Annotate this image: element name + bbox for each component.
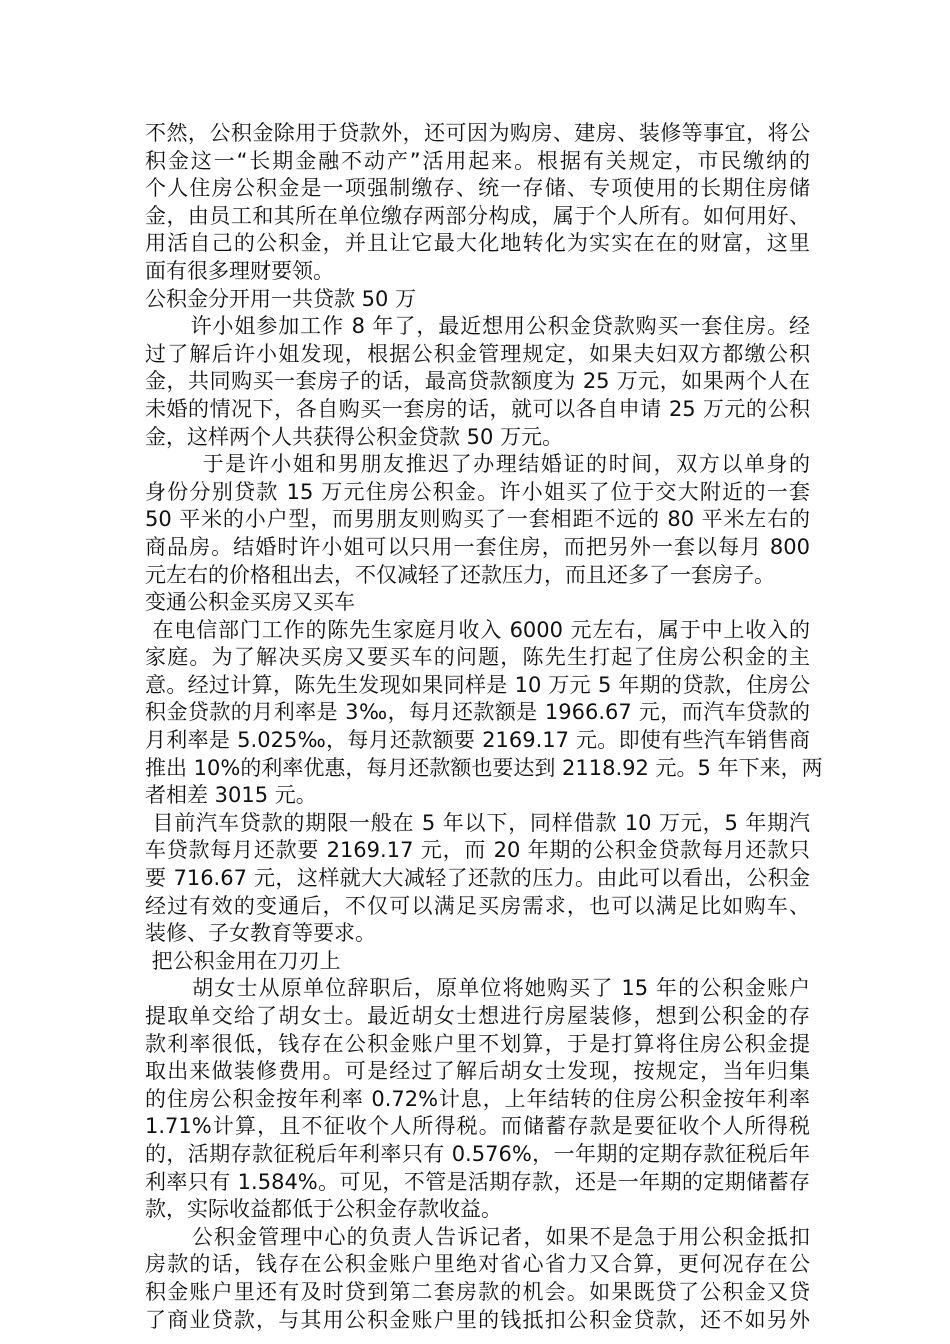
section-heading: 公积金分开用一共贷款 50 万 [145,286,417,311]
paragraph-line: 未婚的情况下，各自购买一套房的话，就可以各自申请 25 万元的公积 [145,396,810,421]
paragraph-line: 的，活期存款征税后年利率只有 0.576%，一年期的定期存款征税后年 [145,1141,810,1166]
paragraph-line: 商品房。结婚时许小姐可以只用一套住房，而把另外一套以每月 800 [145,534,810,559]
paragraph-line: 1.71%计算，且不征收个人所得税。而储蓄存款是要征收个人所得税 [145,1114,810,1139]
paragraph-line: 元左右的价格租出去，不仅减轻了还款压力，而且还多了一套房子。 [145,562,775,587]
paragraph-line: 过了解后许小姐发现，根据公积金管理规定，如果夫妇双方都缴公积 [145,341,810,366]
paragraph-line: 金，由员工和其所在单位缴存两部分构成，属于个人所有。如何用好、 [145,203,810,228]
paragraph-line: 积金账户里还有及时贷到第二套房款的机会。如果既贷了公积金又贷 [145,1279,810,1304]
paragraph-line: 积金贷款的月利率是 3‰，每月还款额是 1966.67 元，而汽车贷款的 [145,700,810,725]
paragraph-line: 款利率很低，钱存在公积金账户里不划算，于是打算将住房公积金提 [145,1031,810,1056]
paragraph-line: 经过有效的变通后，不仅可以满足买房需求，也可以满足比如购车、 [145,893,810,918]
paragraph-line: 的住房公积金按年利率 0.72%计息，上年结转的住房公积金按年利率 [145,1086,810,1111]
paragraph-line: 款，实际收益都低于公积金存款收益。 [145,1197,502,1222]
paragraph-line: 积金这一“长期金融不动产”活用起来。根据有关规定，市民缴纳的 [145,148,810,173]
paragraph-line: 者相差 3015 元。 [145,783,317,808]
paragraph-line: 胡女士从原单位辞职后，原单位将她购买了 15 年的公积金账户 [145,976,810,1001]
paragraph-line: 金，这样两个人共获得公积金贷款 50 万元。 [145,424,564,449]
section-heading: 变通公积金买房又买车 [145,590,355,615]
paragraph-line: 推出 10%的利率优惠，每月还款额也要达到 2118.92 元。5 年下来，两 [145,755,823,780]
paragraph-line: 个人住房公积金是一项强制缴存、统一存储、专项使用的长期住房储 [145,176,810,201]
paragraph-line: 公积金管理中心的负责人告诉记者，如果不是急于用公积金抵扣 [145,1224,810,1249]
paragraph-line: 利率只有 1.584%。可见，不管是活期存款，还是一年期的定期储蓄存 [145,1169,810,1194]
paragraph-line: 用活自己的公积金，并且让它最大化地转化为实实在在的财富，这里 [145,231,810,256]
paragraph-line: 车贷款每月还款要 2169.17 元，而 20 年期的公积金贷款每月还款只 [145,838,810,863]
document-body [145,120,823,1334]
paragraph-line: 意。经过计算，陈先生发现如果同样是 10 万元 5 年期的贷款，住房公 [145,672,810,697]
paragraph-line: 月利率是 5.025‰，每月还款额要 2169.17 元。即使有些汽车销售商 [145,728,810,753]
paragraph-line: 不然，公积金除用于贷款外，还可因为购房、建房、装修等事宜，将公 [145,121,810,145]
section-heading: 把公积金用在刀刃上 [145,948,341,973]
paragraph-line: 房款的话，钱存在公积金账户里绝对省心省力又合算，更何况存在公 [145,1252,810,1277]
paragraph-line: 身份分别贷款 15 万元住房公积金。许小姐买了位于交大附近的一套 [145,479,810,504]
paragraph-line: 许小姐参加工作 8 年了，最近想用公积金贷款购买一套住房。经 [145,314,810,339]
paragraph-line: 取出来做装修费用。可是经过了解后胡女士发现，按规定，当年归集 [145,1059,810,1084]
paragraph-line: 要 716.67 元，这样就大大减轻了还款的压力。由此可以看出，公积金 [145,866,810,891]
paragraph-line: 装修、子女教育等要求。 [145,921,376,946]
paragraph-line: 50 平米的小户型，而男朋友则购买了一套相距不远的 80 平米左右的 [145,507,810,532]
paragraph-line: 在电信部门工作的陈先生家庭月收入 6000 元左右，属于中上收入的 [145,617,810,642]
paragraph-line: 了商业贷款，与其用公积金账户里的钱抵扣公积金贷款，还不如另外 [145,1307,810,1332]
paragraph-line: 于是许小姐和男朋友推迟了办理结婚证的时间，双方以单身的 [145,452,810,477]
paragraph-line: 目前汽车贷款的期限一般在 5 年以下，同样借款 10 万元，5 年期汽 [145,810,810,835]
paragraph-line: 金，共同购买一套房子的话，最高贷款额度为 25 万元，如果两个人在 [145,369,810,394]
paragraph-line: 家庭。为了解决买房又要买车的问题，陈先生打起了住房公积金的主 [145,645,810,670]
paragraph-line: 面有很多理财要领。 [145,258,334,283]
paragraph-line: 提取单交给了胡女士。最近胡女士想进行房屋装修，想到公积金的存 [145,1004,810,1028]
